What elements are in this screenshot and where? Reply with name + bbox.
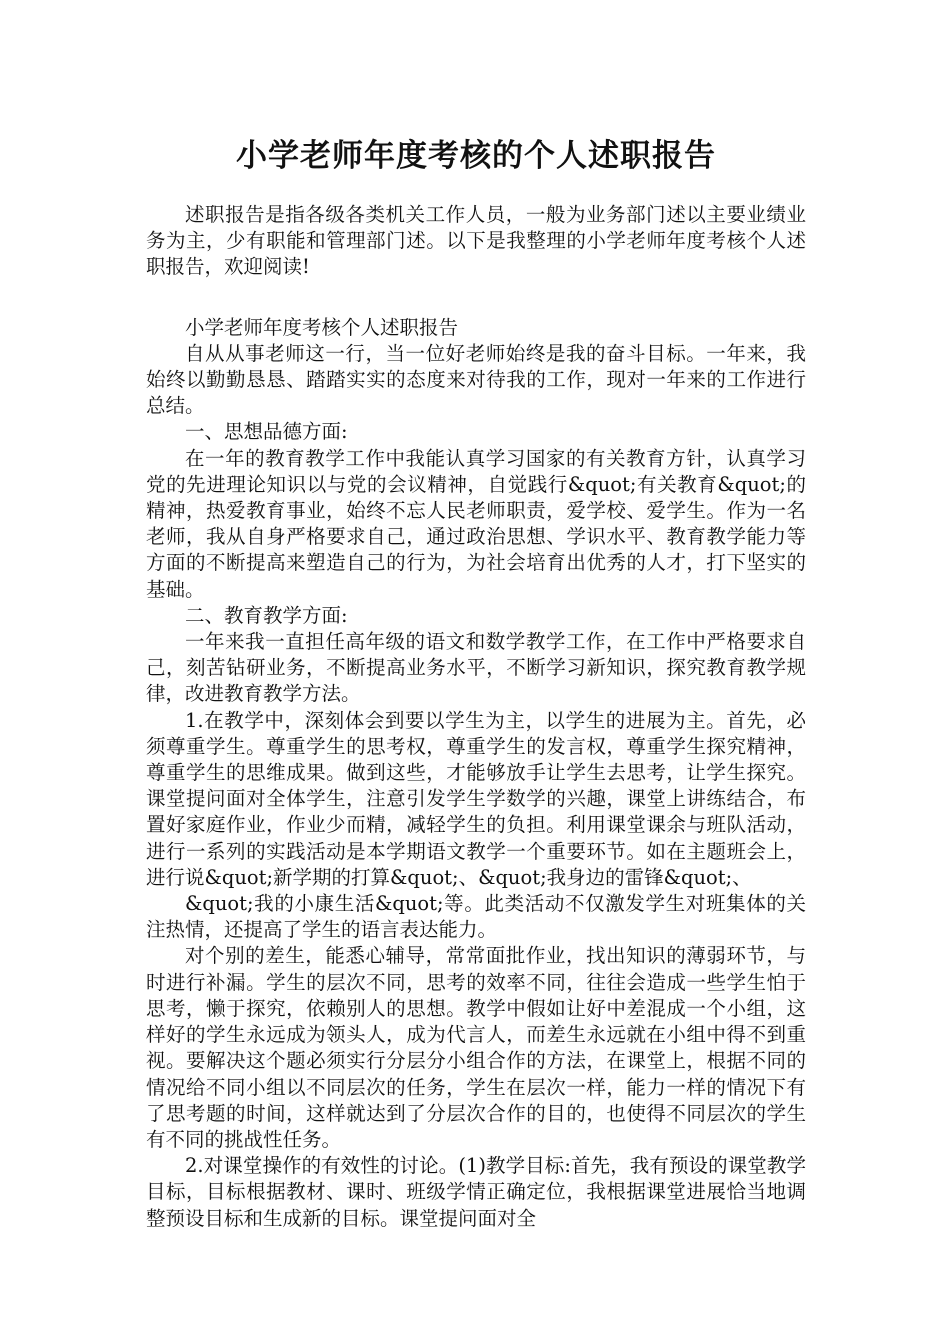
paragraph-point-1: 1.在教学中，深刻体会到要以学生为主，以学生的进展为主。首先，必须尊重学生。尊重学生的思考权，尊重学生的发言权，尊重学生探究精神，尊重学生的思维成果。做到这些，才能够放手让学生去思考，让学生探究。课堂提问面对全体学生，注意引发学生学数学的兴趣，课堂上讲练结合，布置好家庭作业，作业少而精，减轻学生的负担。利用课堂课余与班队活动，进行一系列的实践活动是本学期语文教学一个重要环节。如在主题班会上，进行说&quot;新学期的打算&quot;、&quot;我身边的雷锋&quot;、 (146, 708, 806, 889)
document-title: 小学老师年度考核的个人述职报告 (236, 138, 716, 174)
paragraph-point-1-continued: &quot;我的小康生活&quot;等。此类活动不仅激发学生对班集体的关注热情，还提高了学生的语言表达能力。 (146, 892, 806, 942)
paragraph-weak-students: 对个别的差生，能悉心辅导，常常面批作业，找出知识的薄弱环节，与时进行补漏。学生的层次不同，思考的效率不同，往往会造成一些学生怕于思考，懒于探究，依赖别人的思想。教学中假如让好中差混成一个小组，这样好的学生永远成为领头人，成为代言人，而差生永远就在小组中得不到重视。要解决这个题必须实行分层分小组合作的方法，在课堂上，根据不同的情况给不同小组以不同层次的任务，学生在层次一样，能力一样的情况下有了思考题的时间，这样就达到了分层次合作的目的，也使得不同层次的学生有不同的挑战性任务。 (146, 944, 806, 1151)
document-page (146, 0, 806, 1232)
paragraph-teaching-summary: 一年来我一直担任高年级的语文和数学教学工作，在工作中严格要求自己，刻苦钻研业务，不断提高业务水平，不断学习新知识，探究教育教学规律，改进教育教学方法。 (146, 630, 806, 706)
section-heading-teaching: 二、教育教学方面: (185, 603, 348, 627)
paragraph-opening: 自从从事老师这一行，当一位好老师始终是我的奋斗目标。一年来，我始终以勤勤恳恳、踏踏实实的态度来对待我的工作，现对一年来的工作进行总结。 (146, 341, 806, 418)
intro-section (146, 202, 806, 281)
paragraph-ideology: 在一年的教育教学工作中我能认真学习国家的有关教育方针，认真学习党的先进理论知识以与党的会议精神，自觉践行&quot;有关教育&quot;的精神，热爱教育事业，始终不忘人民老师职责，爱学校、爱学生。作为一名老师，我从自身严格要求自己，通过政治思想、学识水平、教育教学能力等方面的不断提高来塑造自己的行为，为社会培育出优秀的人才，打下坚实的基础。 (146, 446, 806, 601)
paragraph-point-2: 2.对课堂操作的有效性的讨论。(1)教学目标:首先，我有预设的课堂教学目标，目标根据教材、课时、班级学情正确定位，我根据课堂进展恰当地调整预设目标和生成新的目标。课堂提问面对全 (146, 1154, 806, 1230)
report-subtitle: 小学老师年度考核个人述职报告 (185, 315, 459, 339)
section-heading-ideology: 一、思想品德方面: (185, 420, 348, 444)
report-body (146, 315, 806, 1232)
intro-paragraph: 述职报告是指各级各类机关工作人员，一般为业务部门述以主要业绩业务为主，少有职能和管理部门述。以下是我整理的小学老师年度考核个人述职报告，欢迎阅读! (146, 203, 806, 279)
